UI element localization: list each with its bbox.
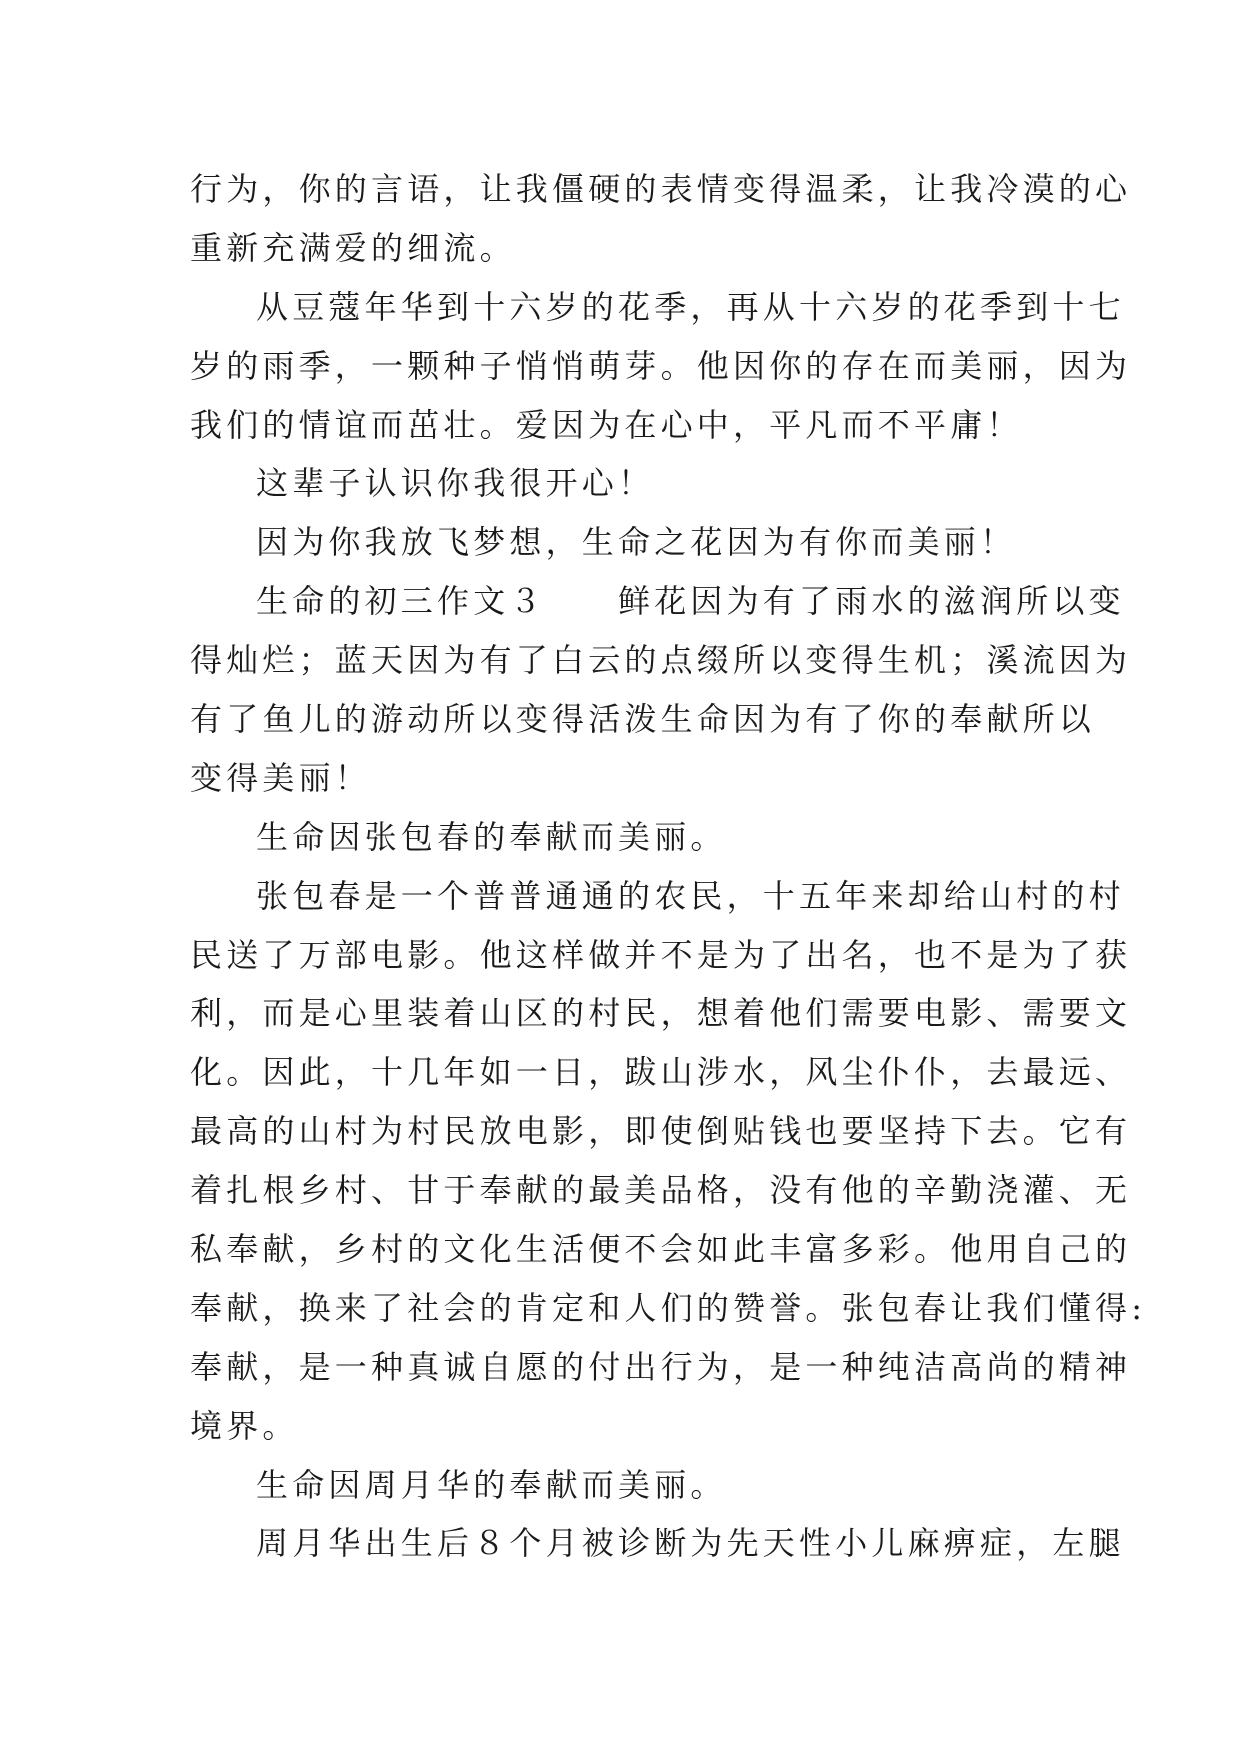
- paragraph-line: 利，而是心里装着山区的村民，想着他们需要电影、需要文: [190, 994, 1132, 1033]
- paragraph-line: 岁的雨季，一颗种子悄悄萌芽。他因你的存在而美丽，因为: [190, 346, 1132, 385]
- essay-body: [190, 160, 1147, 1573]
- paragraph-line: 奉献，是一种真诚自愿的付出行为，是一种纯洁高尚的精神: [190, 1347, 1132, 1386]
- paragraph-first-line: 生命的初三作文３ 鲜花因为有了雨水的滋润所以变: [256, 582, 1125, 621]
- paragraph-line: 化。因此，十几年如一日，跋山涉水，风尘仆仆，去最远、: [190, 1053, 1132, 1092]
- paragraph-line: 境界。: [190, 1406, 299, 1445]
- paragraph-line: 变得美丽！: [190, 758, 372, 797]
- paragraph-line: 得灿烂；蓝天因为有了白云的点缀所以变得生机；溪流因为: [190, 641, 1132, 680]
- paragraph-first-line: 生命因周月华的奉献而美丽。: [256, 1465, 727, 1504]
- paragraph-line: 有了鱼儿的游动所以变得活泼生命因为有了你的奉献所以: [190, 700, 1096, 739]
- paragraph-line: 行为，你的言语，让我僵硬的表情变得温柔，让我冷漠的心: [190, 170, 1132, 208]
- paragraph-line: 最高的山村为村民放电影，即使倒贴钱也要坚持下去。它有: [190, 1112, 1132, 1151]
- paragraph-first-line: 张包春是一个普普通通的农民，十五年来却给山村的村: [256, 876, 1125, 915]
- paragraph-first-line: 这辈子认识你我很开心！: [256, 464, 655, 503]
- paragraph-line: 民送了万部电影。他这样做并不是为了出名，也不是为了获: [190, 935, 1132, 974]
- paragraph-line: 重新充满爱的细流。: [190, 228, 516, 267]
- paragraph-line: 奉献，换来了社会的肯定和人们的赞誉。张包春让我们懂得:: [190, 1288, 1147, 1327]
- paragraph-first-line: 因为你我放飞梦想，生命之花因为有你而美丽！: [256, 523, 1017, 562]
- paragraph-line: 私奉献，乡村的文化生活便不会如此丰富多彩。他用自己的: [190, 1230, 1132, 1269]
- paragraph-first-line: 周月华出生后８个月被诊断为先天性小儿麻痹症，左腿: [256, 1524, 1125, 1563]
- paragraph-line: 我们的情谊而茁壮。爱因为在心中，平凡而不平庸！: [190, 405, 1023, 444]
- paragraph-line: 着扎根乡村、甘于奉献的最美品格，没有他的辛勤浇灌、无: [190, 1171, 1132, 1210]
- paragraph-first-line: 从豆蔻年华到十六岁的花季，再从十六岁的花季到十七: [256, 287, 1125, 326]
- paragraph-first-line: 生命因张包春的奉献而美丽。: [256, 817, 727, 856]
